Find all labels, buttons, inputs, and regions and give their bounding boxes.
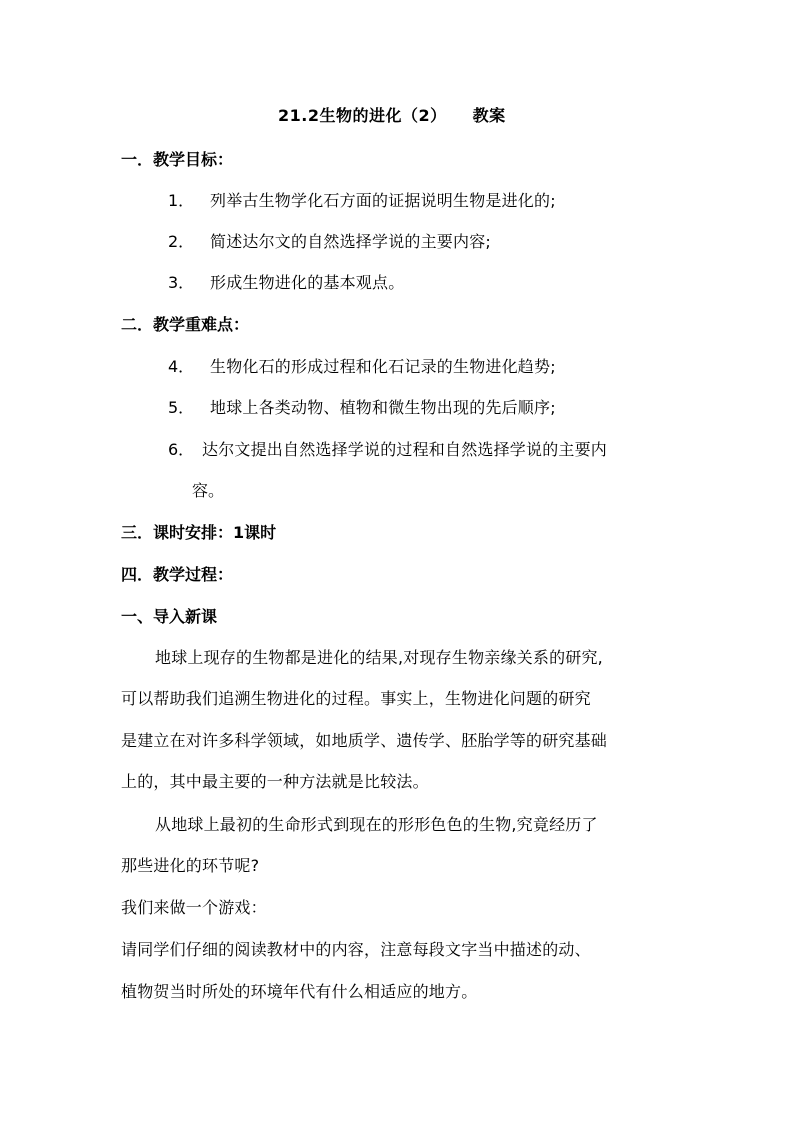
document-type: 教案 <box>472 106 506 125</box>
schedule-heading: 三．课时安排：1课时 <box>121 523 277 542</box>
title-text: 21.2生物的进化（2） <box>278 106 447 125</box>
key-points-heading: 二．教学重难点： <box>121 315 250 334</box>
instruction-line: 请同学们仔细的阅读教材中的内容，注意每段文字当中描述的动、 <box>121 940 591 959</box>
instruction-line: 植物贺当时所处的环境年代有什么相适应的地方。 <box>121 982 478 1001</box>
item-number: 6． <box>168 440 195 459</box>
key-point-item <box>168 357 556 377</box>
intro-paragraph-line: 可以帮助我们追溯生物进化的过程。事实上，生物进化问题的研究 <box>121 689 591 708</box>
intro-paragraph-line: 地球上现存的生物都是进化的结果,对现存生物亲缘关系的研究, <box>155 648 603 667</box>
item-text: 简述达尔文的自然选择学说的主要内容; <box>210 232 491 251</box>
question-paragraph-line: 从地球上最初的生命形式到现在的形形色色的生物,究竟经历了 <box>155 815 598 834</box>
item-text: 列举古生物学化石方面的证据说明生物是进化的; <box>210 191 556 210</box>
key-point-continuation: 容。 <box>192 481 225 500</box>
item-text: 地球上各类动物、植物和微生物出现的先后顺序; <box>210 398 556 417</box>
document-title <box>278 106 506 126</box>
item-text: 形成生物进化的基本观点。 <box>210 273 405 292</box>
objective-item <box>168 232 491 252</box>
key-point-item <box>168 398 556 418</box>
item-text: 生物化石的形成过程和化石记录的生物进化趋势; <box>210 357 556 376</box>
item-text: 达尔文提出自然选择学说的过程和自然选择学说的主要内 <box>202 440 608 459</box>
item-number: 3． <box>168 273 195 292</box>
key-point-item <box>168 440 607 460</box>
question-paragraph-line: 那些进化的环节呢? <box>121 856 260 875</box>
process-heading: 四．教学过程： <box>121 565 234 584</box>
objective-item <box>168 191 556 211</box>
item-number: 1． <box>168 191 195 210</box>
intro-paragraph-line: 上的，其中最主要的一种方法就是比较法。 <box>121 772 429 791</box>
objectives-heading: 一．教学目标： <box>121 150 234 169</box>
item-number: 4． <box>168 357 195 376</box>
item-number: 2． <box>168 232 195 251</box>
intro-heading: 一、导入新课 <box>121 607 218 626</box>
objective-item <box>168 273 404 293</box>
intro-paragraph-line: 是建立在对许多科学领域，如地质学、遗传学、胚胎学等的研究基础 <box>121 731 608 750</box>
game-intro-text: 我们来做一个游戏： <box>121 898 267 917</box>
item-number: 5． <box>168 398 195 417</box>
